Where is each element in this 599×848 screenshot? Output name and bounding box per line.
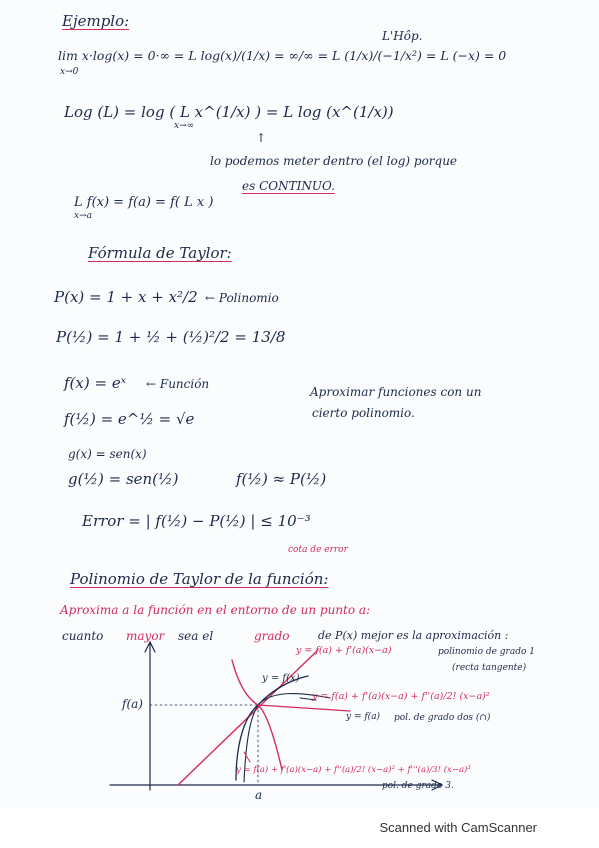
func-def: f(x) = eˣ [64,374,127,392]
lhop-label: L'Hôp. [382,29,423,43]
poly-note: ← Polinomio [205,291,279,305]
log-line: Log (L) = log ( L x^(1/x) ) = L log (x^(1/x)) [64,103,394,121]
continuity-line: L f(x) = f(a) = f( L x ) [74,195,214,210]
error-note: cota de error [288,545,348,555]
note-meter: lo podemos meter dentro (el log) porque [210,154,458,168]
approx-note-2: cierto polinomio. [312,406,415,420]
sin-def: g(x) = sen(x) [68,447,147,461]
continuity-sub: x→a [74,211,92,221]
sin-eval: g(½) = sen(½) [68,470,179,488]
sentence-1: Aproxima a la función en el entorno de un punto a: [60,603,371,617]
constant-line [258,705,350,711]
heading-poly: Polinomio de Taylor de la función: [70,570,329,588]
log-sub: x→∞ [174,121,195,131]
approx-rel: f(½) ≈ P(½) [236,470,327,488]
label-a: a [255,788,263,802]
sentence-2b: mayor [126,629,165,643]
poly-def: P(x) = 1 + x + x²/2 [54,288,198,306]
poly-eval: P(½) = 1 + ½ + (½)²/2 = 13/8 [56,328,286,346]
limit-line: lim x·log(x) = 0·∞ = L log(x)/(1/x) = ∞/∞ = L (1/x)/(−1/x²) = L (−x) = 0 [58,48,507,63]
label-quad-note: pol. de grado dos (∩) [394,713,491,723]
heading-example: Ejemplo: [62,12,130,30]
label-tangent-note: polinomio de grado 1 [438,647,535,657]
func-eval: f(½) = e^½ = √e [64,410,195,428]
label-cubic-eq: y = f(a) + f'(a)(x−a) + f''(a)/2! (x−a)² + f'''(a)/3! (x−a)³ [236,765,471,775]
up-arrow: ↑ [256,131,267,145]
label-const: y = f(a) [346,712,381,722]
label-quad-eq: y = f(a) + f'(a)(x−a) + f''(a)/2! (x−a)² [312,691,490,702]
sentence-2c: sea el [178,629,214,643]
watermark: Scanned with CamScanner [379,820,537,835]
label-fa: f(a) [122,697,143,711]
approx-note-1: Aproximar funciones con un [310,385,482,399]
sentence-2e: de P(x) mejor es la aproximación : [318,629,509,642]
label-fx: y = f(x) [262,673,300,684]
func-note: ← Función [146,377,210,391]
error-line: Error = | f(½) − P(½) | ≤ 10⁻³ [82,512,311,530]
limit-sub: x→0 [60,67,79,77]
label-cubic-note: pol. de grado 3. [382,781,454,791]
sentence-2d: grado [254,629,290,643]
label-tangent-paren: (recta tangente) [452,663,527,673]
sentence-2a: cuanto [62,629,104,643]
heading-taylor: Fórmula de Taylor: [88,244,232,262]
label-tangent-eq: y = f(a) + f'(a)(x−a) [296,645,392,656]
note-continuo: es CONTINUO. [242,179,335,193]
